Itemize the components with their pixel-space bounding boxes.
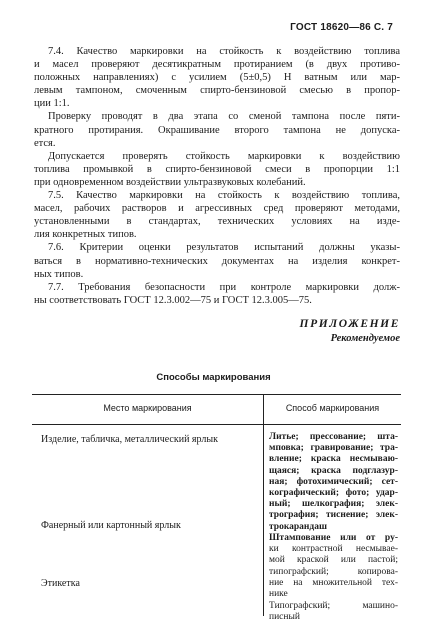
appendix-title: ПРИЛОЖЕНИЕ [299, 318, 400, 330]
text-line: Проверку проводят в два этапа со сменой тампона после пяти- [48, 111, 400, 123]
table-column-divider [263, 394, 264, 616]
method-line: ние на множительной тех- [269, 577, 398, 588]
table-cell-method [269, 601, 398, 623]
paragraph-check [34, 110, 400, 149]
paragraph-7-5 [34, 189, 400, 241]
text-line: ны соответствовать ГОСТ 12.3.002—75 и ГОСТ 12.3.005—75. [34, 294, 312, 306]
table-cell-method [269, 432, 398, 533]
table-cell-place: Этикетка [41, 578, 80, 589]
method-line: ная; фотохимический; сет- [269, 476, 398, 487]
table-header-rule [32, 424, 401, 425]
marking-methods-table [32, 394, 401, 623]
text-line: 7.5. Качество маркировки на стойкость к воздействию топлива, [48, 190, 400, 202]
method-line: писный [269, 612, 300, 623]
method-line: щаяся; краска подглазур- [269, 465, 398, 476]
text-line: ных типов. [34, 268, 84, 280]
text-line: топлива промывкой в спирто-бензиновой смеси в пропорции 1:1 [34, 163, 400, 175]
text-line: 7.4. Качество маркировки на стойкость к воздействию топлива [48, 46, 400, 57]
method-line: мой краской или пастой; [269, 555, 398, 566]
text-line: положных направлениях) с усилием (5±0,5) Н ватным или мар- [34, 72, 400, 84]
method-line: нике [269, 589, 288, 600]
column-header-method: Способ маркирования [285, 403, 380, 413]
text-line: ется. [34, 137, 56, 149]
paragraph-7-4 [34, 45, 400, 110]
paragraph-allowed [34, 150, 400, 189]
method-line: типографский; копирова- [269, 566, 398, 577]
text-line: масел, рабочих растворов и агрессивных сред проверяют методами, [34, 203, 400, 215]
appendix-subtitle: Рекомендуемое [330, 333, 400, 344]
method-line: трография; тиснение; элек- [269, 510, 398, 521]
paragraph-7-6 [34, 241, 400, 280]
method-line: трокарандаш [269, 521, 327, 532]
text-line: 7.7. Требования безопасности при контроле маркировки долж- [48, 281, 400, 293]
text-line: и масел проверяют десятикратным протиранием (в двух противо- [34, 59, 400, 71]
body-text [34, 45, 400, 307]
method-line: ный; шелкография; элек- [269, 499, 398, 510]
table-caption: Способы маркирования [156, 372, 271, 383]
text-line: 7.6. Критерии оценки результатов испытаний должны указы- [48, 242, 400, 254]
appendix-heading [300, 318, 400, 344]
text-line: лия конкретных типов. [34, 229, 137, 241]
table-cell-method [269, 533, 398, 600]
table-top-rule [32, 394, 401, 395]
table-cell-place: Фанерный или картонный ярлык [41, 520, 181, 531]
method-line: кографический; фото; удар- [269, 488, 398, 499]
text-line: кратного протирания. Окрашивание второго тампона не допуска- [34, 124, 400, 136]
text-line: при одновременном воздействии ультразвуковых колебаний. [34, 176, 306, 188]
page-header: ГОСТ 18620—86 С. 7 [290, 22, 393, 33]
method-line: Литье; прессование; шта- [269, 432, 398, 442]
paragraph-7-7 [34, 281, 400, 307]
text-line: Допускается проверять стойкость маркировки к воздействию [48, 150, 400, 162]
text-line: установленными в стандартах, технических условиях на изде- [34, 216, 400, 228]
method-line: мповка; гравирование; тра- [269, 443, 398, 454]
table-cell-place: Изделие, табличка, металлический ярлык [41, 434, 218, 445]
text-line: ваться в нормативно-технических документах на изделия конкрет- [34, 255, 400, 267]
method-line: ки контрастной несмывае- [269, 544, 398, 555]
text-line: левым тампоном, смоченным спирто-бензиновой смесью в пропор- [34, 85, 400, 97]
method-line: Штампование или от ру- [269, 533, 398, 543]
column-header-place: Место маркирования [103, 403, 192, 413]
text-line: ции 1:1. [34, 98, 70, 110]
method-line: вление; краска несмываю- [269, 454, 398, 465]
method-line: Типографский; машино- [269, 601, 398, 611]
